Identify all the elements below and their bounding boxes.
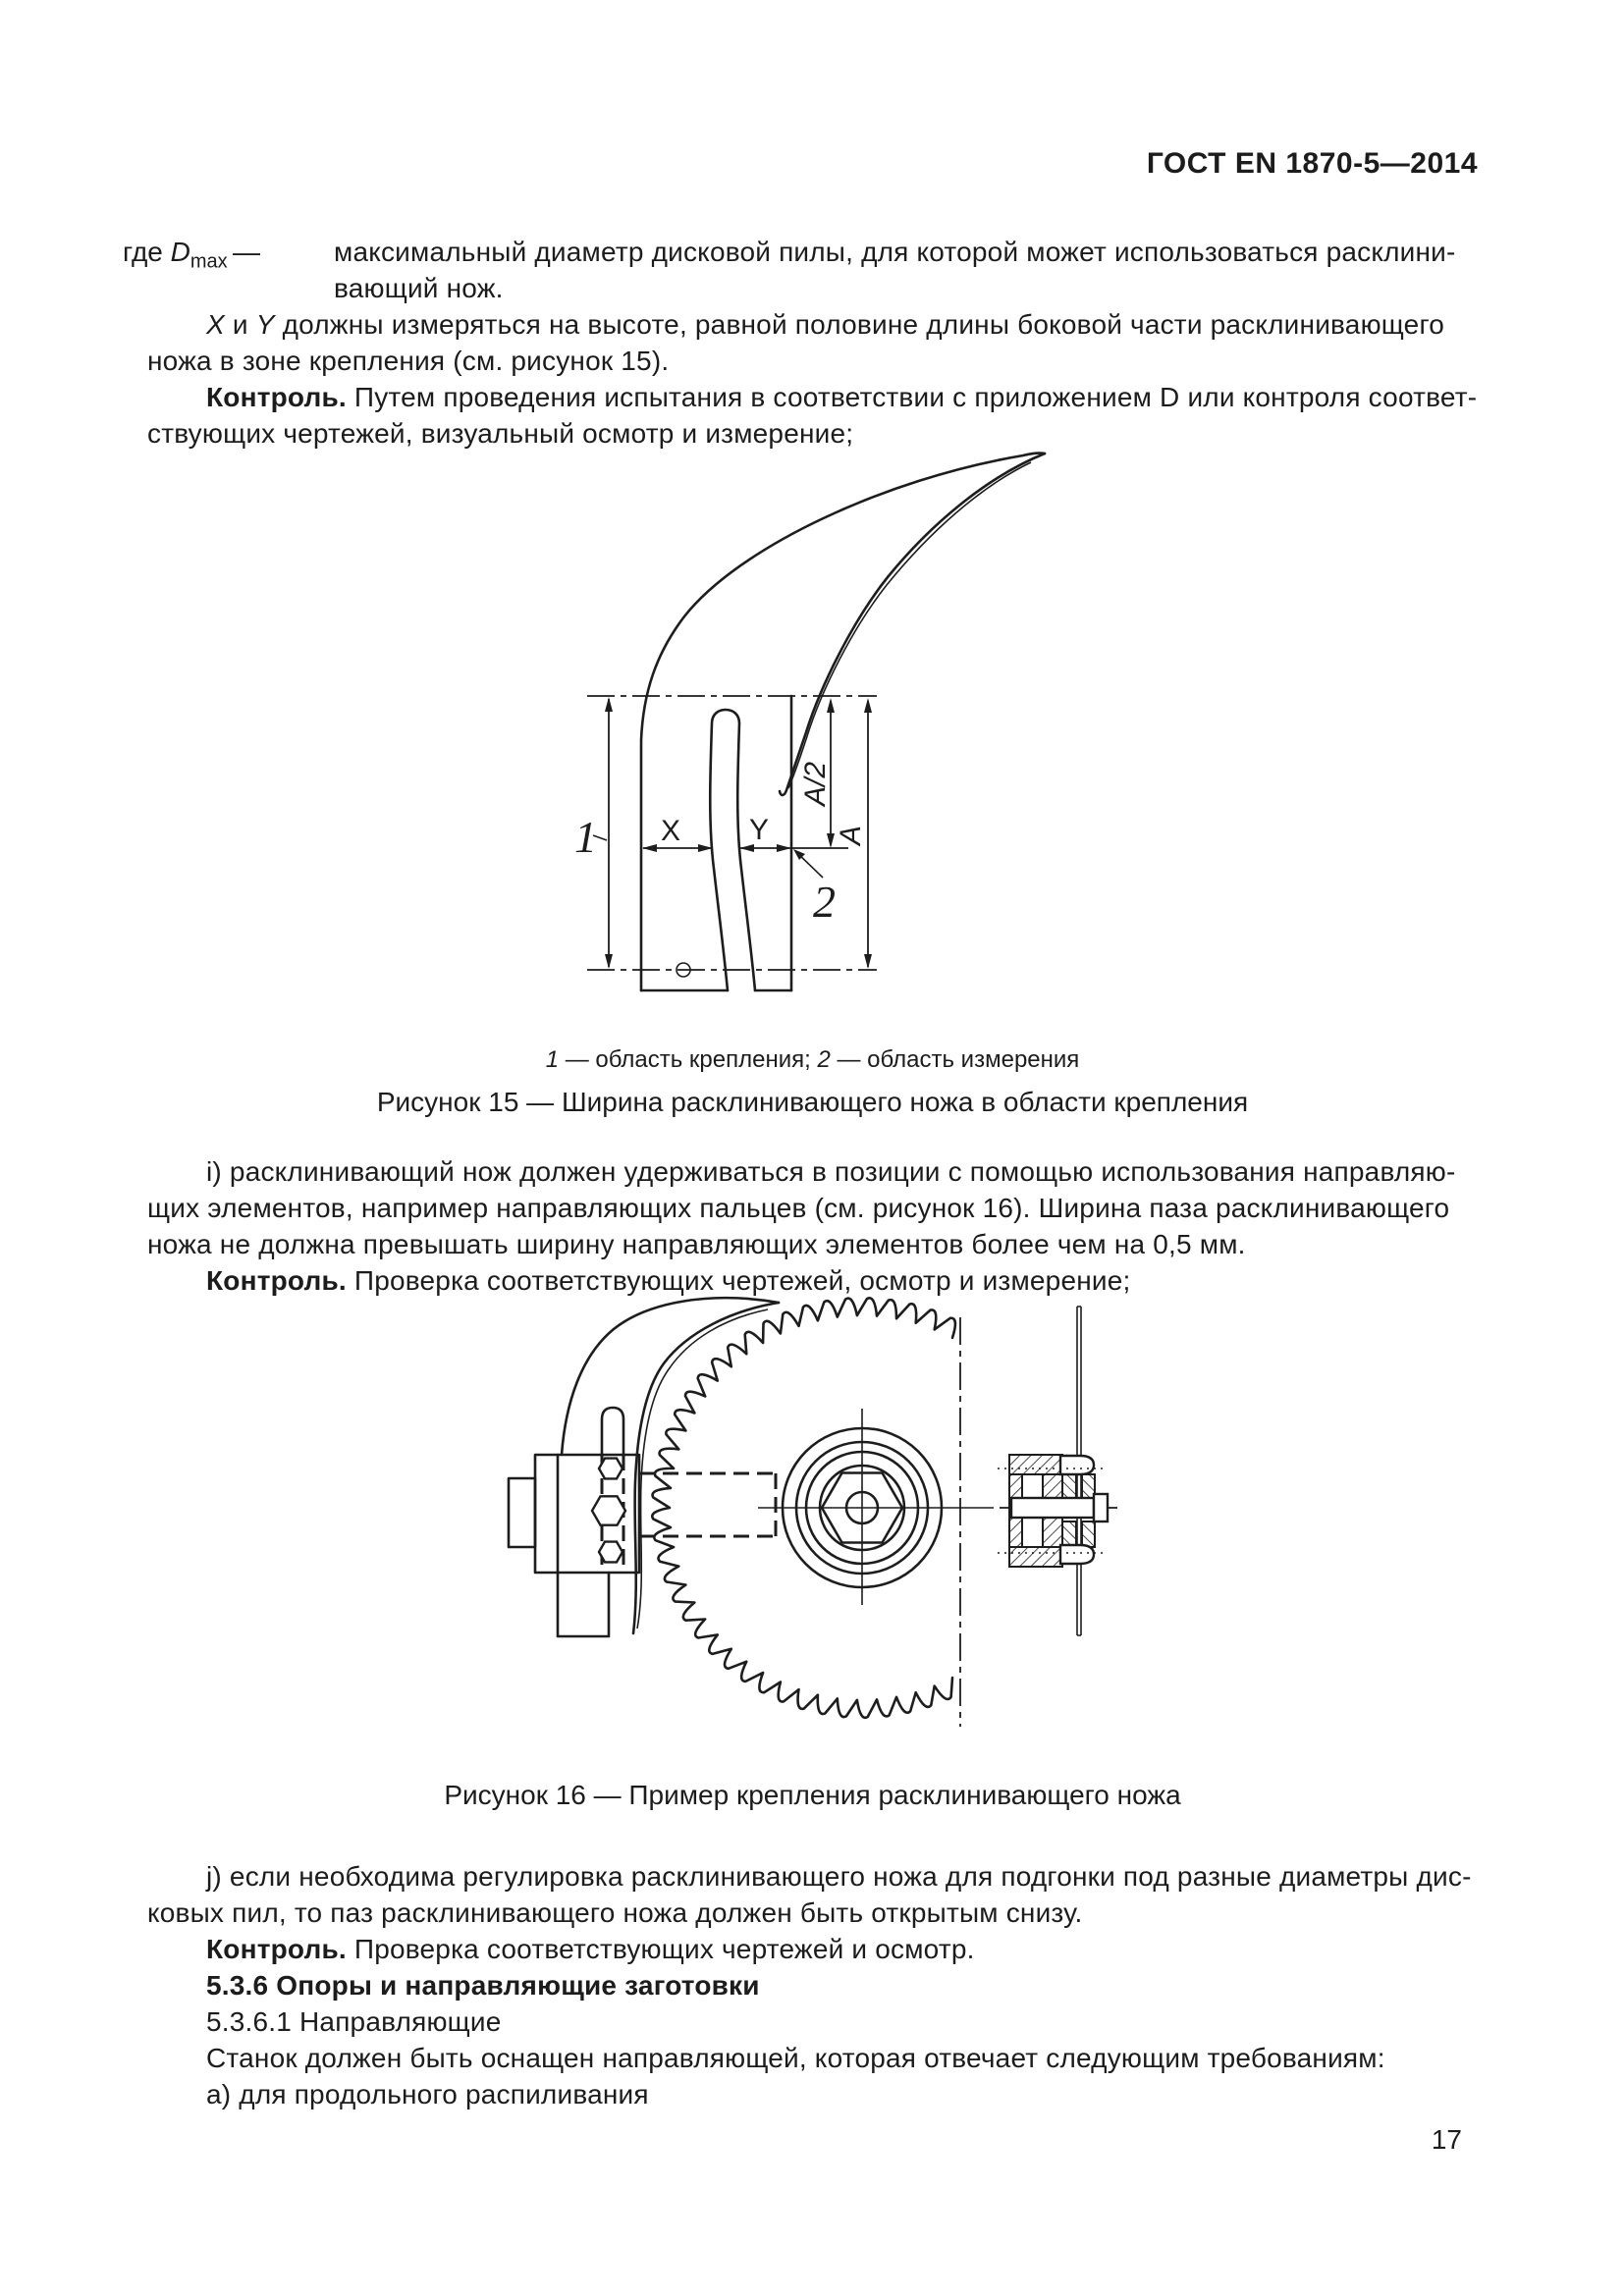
- definition-dash: —: [233, 237, 260, 267]
- definition-term: где $D_{max}$: [123, 237, 228, 273]
- figure-15-legend: 1 — область крепления; 2 — область измерения: [545, 1046, 1080, 1073]
- section-heading-536: 5.3.6 Опоры и направляющие заготовки: [206, 1970, 760, 2001]
- ref-label-2: 2: [813, 877, 836, 927]
- figure-15-drawing: [565, 428, 1065, 1002]
- page-number: 17: [1431, 2124, 1462, 2155]
- ref-label-1: 1: [574, 812, 597, 862]
- dim-label-y: Y: [749, 814, 770, 846]
- paragraph-control-1: Контроль. Путем проведения испытания в соответствии с приложением D или контроля соответ- ствующих чертежей, визуальный осмотр и измерение;: [147, 382, 1478, 449]
- document-header: ГОСТ EN 1870-5—2014: [1146, 147, 1478, 180]
- figure-16: [147, 1285, 1478, 1813]
- dim-label-a2: A/2: [799, 761, 832, 806]
- figure-15-caption: Рисунок 15 — Ширина расклинивающего ножа в области крепления: [376, 1087, 1249, 1117]
- figure-16-drawing: [501, 1285, 1139, 1738]
- definition-text: максимальный диаметр дисковой пилы, для которой может использоваться расклини- вающий нож.: [334, 237, 1456, 303]
- dim-label-x: X: [661, 815, 681, 847]
- flange-assembly: [998, 1307, 1108, 1635]
- paragraph-item-j: j) если необходима регулировка расклинивающего ножа для подгонки под разные диаметры дис- ковых пил, то паз расклинивающего ножа должен быть открытым снизу. Контроль. Проверка соответствующих чертежей и осмотр. 5.3.6 Опоры и направляющие заготовки 5.3.6.1 Направляющие Станок должен быть оснащен направляющей, которая отвечает следующим требованиям: а) для продольного распиливания: [147, 1858, 1478, 2112]
- paragraph-xy: X и Y должны измеряться на высоте, равной половине длины боковой части расклинивающего ножа в зоне крепления (см. рисунок 15).: [147, 309, 1445, 376]
- paragraph-item-i: i) расклинивающий нож должен удерживаться в позиции с помощью использования направляю- щих элементов, например направляющих пальцев (см. рисунок 16). Ширина паза расклинивающего ножа не должна превышать ширину направляющих элементов более чем на 0,5 мм. Контроль. Проверка соответствующих чертежей, осмотр и измерение;: [147, 1156, 1456, 1296]
- section-heading-5361: 5.3.6.1 Направляющие: [206, 2006, 502, 2037]
- figure-15: [147, 428, 1478, 1120]
- dim-label-a: A: [835, 825, 867, 845]
- definition-dmax: [123, 234, 1478, 306]
- figure-16-caption: Рисунок 16 — Пример крепления расклинивающего ножа: [444, 1780, 1181, 1810]
